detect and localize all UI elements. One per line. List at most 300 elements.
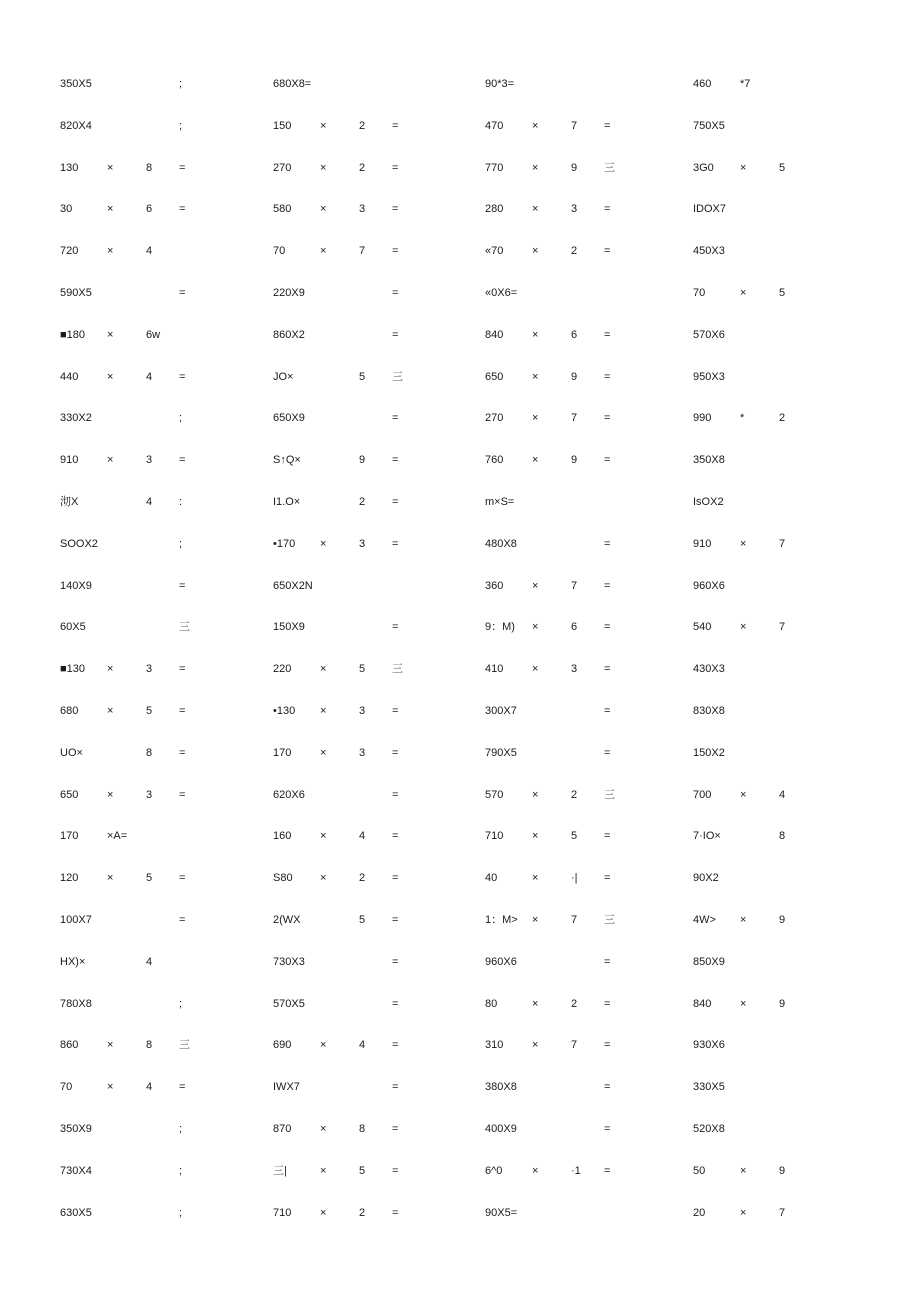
problem-equals: =: [392, 412, 399, 425]
problem-equals: ;: [179, 1206, 183, 1219]
problem-operand: 520X8: [693, 1123, 725, 1135]
problem-cell: [693, 283, 908, 303]
problem-operand: 6^0: [485, 1164, 503, 1177]
problem-row: [0, 868, 920, 888]
problem-multiplier: 9: [779, 1164, 786, 1177]
problem-cell: [60, 994, 275, 1014]
problem-multiplier: 5: [359, 663, 366, 676]
problem-cell: [60, 576, 275, 596]
problem-cell: [273, 1077, 488, 1097]
problem-equals: =: [604, 955, 611, 968]
problem-operand: 280: [485, 203, 504, 216]
problem-cell: [273, 74, 488, 94]
problem-cell: [693, 158, 908, 178]
problem-operand: 220: [273, 663, 292, 676]
problem-multiplier: 5: [571, 830, 578, 843]
problem-operand: 90X2: [693, 872, 719, 885]
problem-equals: =: [179, 579, 186, 592]
problem-cell: [693, 1077, 908, 1097]
problem-equals: =: [392, 496, 399, 508]
problem-multiplier: 6: [571, 328, 578, 341]
problem-cell: [485, 241, 700, 261]
problem-multiplier: 7: [571, 1039, 578, 1052]
problem-equals: =: [392, 1206, 399, 1219]
problem-cell: [693, 743, 908, 763]
problem-equals: 三: [604, 788, 615, 801]
problem-multiplier: 7: [779, 621, 786, 634]
problem-multiplier: 6w: [146, 328, 161, 341]
problem-operator: ×: [740, 997, 747, 1010]
problem-equals: =: [392, 161, 399, 174]
problem-operand: 140X9: [60, 579, 92, 592]
problem-operand: 650: [60, 788, 79, 801]
problem-equals: =: [392, 830, 399, 843]
problem-equals: =: [604, 872, 611, 885]
problem-cell: [693, 116, 908, 136]
problem-cell: [60, 450, 275, 470]
problem-operand: 720: [60, 245, 79, 258]
problem-operator: ×: [107, 370, 114, 383]
problem-row: [0, 492, 920, 512]
problem-operand: 790X5: [485, 746, 517, 759]
problem-equals: ;: [179, 78, 183, 90]
problem-operand: 300X7: [485, 705, 517, 717]
problem-multiplier: 2: [359, 1206, 366, 1219]
problem-operand: 3G0: [693, 161, 714, 174]
problem-multiplier: 2: [359, 119, 366, 132]
problem-multiplier: 4: [359, 1039, 366, 1052]
problem-cell: [485, 74, 700, 94]
problem-operand: «70: [485, 245, 504, 258]
problem-multiplier: 3: [359, 203, 366, 216]
problem-operator: ×: [320, 746, 327, 759]
problem-cell: [485, 367, 700, 387]
problem-multiplier: 9: [571, 454, 578, 467]
problem-equals: =: [392, 1123, 399, 1135]
problem-row: [0, 576, 920, 596]
problem-operand: 470: [485, 119, 504, 132]
problem-row: [0, 534, 920, 554]
problem-equals: 三: [392, 370, 403, 383]
problem-operator: ×: [532, 788, 539, 801]
problem-equals: =: [392, 203, 399, 216]
problem-multiplier: 3: [571, 663, 578, 676]
problem-operator: ×: [320, 1164, 327, 1177]
problem-operand: 930X6: [693, 1039, 725, 1052]
problem-equals: =: [392, 788, 399, 801]
problem-equals: =: [179, 705, 186, 717]
problem-operator: ×: [740, 914, 747, 926]
problem-operand: «0X6=: [485, 287, 518, 299]
problem-cell: [273, 868, 488, 888]
problem-equals: =: [392, 705, 399, 717]
problem-cell: [60, 408, 275, 428]
problem-equals: =: [392, 621, 399, 634]
problem-operand: 630X5: [60, 1206, 92, 1219]
problem-equals: =: [604, 1039, 611, 1052]
problem-row: [0, 659, 920, 679]
problem-operand: 650: [485, 370, 504, 383]
problem-cell: [273, 408, 488, 428]
problem-multiplier: 4: [146, 1081, 153, 1094]
problem-row: [0, 743, 920, 763]
problem-operator: ×A=: [107, 830, 128, 843]
problem-operator: ×: [532, 579, 539, 592]
problem-operator: ×: [532, 914, 539, 926]
problem-equals: =: [604, 1081, 611, 1094]
problem-equals: 三: [604, 914, 615, 926]
problem-cell: [693, 868, 908, 888]
problem-operand: 570X6: [693, 328, 725, 341]
problem-cell: [60, 283, 275, 303]
problem-cell: [60, 659, 275, 679]
problem-cell: [60, 785, 275, 805]
problem-operand: 150: [273, 119, 292, 132]
problem-operand: 350X5: [60, 78, 92, 90]
problem-operand: 170: [273, 746, 292, 759]
problem-operand: 570: [485, 788, 504, 801]
problem-multiplier: 7: [779, 1206, 786, 1219]
problem-cell: [60, 826, 275, 846]
problem-cell: [485, 158, 700, 178]
problem-operator: ×: [320, 245, 327, 258]
problem-multiplier: 8: [779, 830, 786, 843]
problem-operand: 150X9: [273, 621, 305, 634]
problem-multiplier: 5: [146, 705, 153, 717]
problem-row: [0, 408, 920, 428]
problem-operand: 90X5=: [485, 1206, 518, 1219]
problem-cell: [485, 617, 700, 637]
problem-operator: ×: [107, 245, 114, 258]
problem-row: [0, 199, 920, 219]
problem-operand: SOOX2: [60, 537, 98, 550]
problem-operand: 70: [273, 245, 286, 258]
problem-operator: ×: [532, 119, 539, 132]
problem-row: [0, 1161, 920, 1181]
problem-multiplier: 5: [359, 1164, 366, 1177]
problem-operand: 40: [485, 872, 498, 885]
problem-operator: ×: [107, 1081, 114, 1094]
problem-operand: 三|: [273, 1164, 287, 1177]
problem-equals: 三: [179, 1039, 190, 1052]
problem-row: [0, 450, 920, 470]
problem-operand: 150X2: [693, 746, 725, 759]
problem-cell: [485, 910, 700, 930]
problem-cell: [273, 158, 488, 178]
problem-cell: [693, 367, 908, 387]
problem-operand: 830X8: [693, 705, 725, 717]
problem-cell: [693, 241, 908, 261]
problem-row: [0, 1203, 920, 1223]
problem-cell: [273, 116, 488, 136]
problem-cell: [693, 952, 908, 972]
problem-multiplier: 4: [146, 245, 153, 258]
problem-operator: ×: [320, 1123, 327, 1135]
problem-equals: =: [392, 914, 399, 926]
problem-cell: [60, 74, 275, 94]
problem-operator: ×: [532, 830, 539, 843]
problem-operand: 650X9: [273, 412, 305, 425]
problem-operand: 680: [60, 705, 79, 717]
problem-operand: 90*3=: [485, 78, 515, 90]
problem-multiplier: 9: [359, 454, 366, 467]
problem-operator: ×: [320, 537, 327, 550]
problem-operator: ×: [532, 328, 539, 341]
problem-operand: 750X5: [693, 119, 725, 132]
problem-equals: =: [392, 454, 399, 467]
problem-cell: [485, 116, 700, 136]
problem-operand: ■130: [60, 663, 85, 676]
problem-operand: 990: [693, 412, 712, 425]
problem-operand: 9：M): [485, 621, 515, 634]
problem-cell: [485, 492, 700, 512]
problem-operand: 7·IO×: [693, 830, 721, 843]
problem-cell: [60, 492, 275, 512]
problem-cell: [485, 1077, 700, 1097]
problem-operand: 170: [60, 830, 79, 843]
problem-cell: [485, 325, 700, 345]
problem-cell: [693, 1161, 908, 1181]
problem-operand: S80: [273, 872, 293, 885]
problem-cell: [60, 701, 275, 721]
problem-equals: =: [604, 663, 611, 676]
problem-cell: [485, 576, 700, 596]
problem-operand: 160: [273, 830, 292, 843]
problem-equals: =: [392, 1081, 399, 1094]
problem-cell: [60, 743, 275, 763]
problem-multiplier: 5: [359, 914, 366, 926]
problem-cell: [273, 1035, 488, 1055]
problem-operator: ×: [107, 663, 114, 676]
problem-equals: =: [604, 579, 611, 592]
problem-equals: =: [604, 621, 611, 634]
problem-operand: 130: [60, 161, 79, 174]
problem-cell: [693, 617, 908, 637]
problem-operand: 460: [693, 78, 712, 90]
problem-equals: ;: [179, 1123, 183, 1135]
problem-operand: 780X8: [60, 997, 92, 1010]
problem-operand: JO×: [273, 370, 294, 383]
problem-operator: ×: [532, 872, 539, 885]
problem-operand: 480X8: [485, 537, 517, 550]
problem-operator: ×: [320, 705, 327, 717]
problem-operand: S↑Q×: [273, 454, 301, 467]
problem-row: [0, 910, 920, 930]
problem-equals: =: [392, 1039, 399, 1052]
problem-operand: IDOX7: [693, 203, 727, 216]
problem-multiplier: 3: [359, 746, 366, 759]
problem-cell: [485, 701, 700, 721]
problem-equals: =: [604, 1123, 611, 1135]
problem-equals: =: [179, 370, 186, 383]
problem-cell: [60, 158, 275, 178]
problem-operand: 650X2N: [273, 579, 313, 592]
problem-operator: ×: [532, 203, 539, 216]
problem-operand: •130: [273, 705, 296, 717]
problem-equals: =: [392, 1164, 399, 1177]
problem-multiplier: 8: [146, 1039, 153, 1052]
problem-operator: ×: [107, 788, 114, 801]
problem-cell: [485, 1035, 700, 1055]
problem-operator: ×: [532, 161, 539, 174]
problem-cell: [485, 534, 700, 554]
problem-operator: ×: [320, 161, 327, 174]
problem-multiplier: 8: [359, 1123, 366, 1135]
problem-cell: [273, 785, 488, 805]
problem-equals: =: [604, 412, 611, 425]
problem-operand: 700: [693, 788, 712, 801]
problem-cell: [693, 910, 908, 930]
problem-equals: :: [179, 496, 183, 508]
problem-cell: [693, 492, 908, 512]
problem-operator: ×: [107, 872, 114, 885]
problem-equals: =: [392, 872, 399, 885]
problem-multiplier: 9: [571, 370, 578, 383]
problem-cell: [273, 1203, 488, 1223]
problem-operand: 4W>: [693, 914, 716, 926]
problem-equals: 三: [604, 161, 615, 174]
problem-operand: IsOX2: [693, 496, 724, 508]
problem-operator: ×: [320, 830, 327, 843]
problem-operand: 380X8: [485, 1081, 517, 1094]
problem-operand: 70: [60, 1081, 73, 1094]
problem-operand: 710: [485, 830, 504, 843]
problem-cell: [485, 868, 700, 888]
problem-cell: [485, 826, 700, 846]
problem-multiplier: 9: [779, 914, 786, 926]
problem-equals: ;: [179, 119, 183, 132]
problem-equals: =: [392, 746, 399, 759]
problem-operator: ×: [320, 119, 327, 132]
problem-multiplier: ·1: [571, 1164, 581, 1177]
problem-cell: [693, 576, 908, 596]
problem-equals: =: [392, 287, 399, 299]
problem-operand: 80: [485, 997, 498, 1010]
problem-equals: =: [604, 746, 611, 759]
problem-cell: [60, 1119, 275, 1139]
problem-equals: ;: [179, 537, 183, 550]
problem-operand: 860X2: [273, 328, 305, 341]
problem-equals: =: [179, 914, 186, 926]
problem-operand: 840: [485, 328, 504, 341]
problem-cell: [485, 1203, 700, 1223]
problem-multiplier: 4: [779, 788, 786, 801]
problem-row: [0, 158, 920, 178]
problem-operator: ×: [532, 370, 539, 383]
problem-equals: =: [179, 1081, 186, 1094]
problem-row: [0, 701, 920, 721]
problem-cell: [273, 910, 488, 930]
problem-multiplier: 4: [146, 496, 153, 508]
problem-row: [0, 241, 920, 261]
problem-operand: 30: [60, 203, 73, 216]
problem-cell: [693, 701, 908, 721]
problem-operator: ×: [532, 997, 539, 1010]
problem-operand: 770: [485, 161, 504, 174]
problem-cell: [485, 450, 700, 470]
problem-operator: ×: [532, 245, 539, 258]
problem-operand: 270: [485, 412, 504, 425]
problem-multiplier: 8: [146, 746, 153, 759]
problem-operand: 840: [693, 997, 712, 1010]
problem-multiplier: 3: [571, 203, 578, 216]
problem-cell: [693, 1203, 908, 1223]
problem-operator: ×: [320, 1039, 327, 1052]
problem-cell: [273, 241, 488, 261]
problem-operand: 910: [60, 454, 79, 467]
problem-cell: [693, 325, 908, 345]
problem-multiplier: 2: [571, 788, 578, 801]
problem-cell: [273, 994, 488, 1014]
problem-cell: [693, 534, 908, 554]
problem-operator: ×: [532, 1039, 539, 1052]
problem-cell: [273, 492, 488, 512]
problem-multiplier: 7: [571, 119, 578, 132]
problem-cell: [693, 659, 908, 679]
problem-multiplier: 7: [359, 245, 366, 258]
problem-cell: [273, 1161, 488, 1181]
problem-operand: 440: [60, 370, 79, 383]
problem-operand: IWX7: [273, 1081, 300, 1094]
problem-operand: UO×: [60, 746, 83, 759]
problem-equals: ;: [179, 997, 183, 1010]
problem-operand: 50: [693, 1164, 706, 1177]
problem-multiplier: 6: [571, 621, 578, 634]
problem-operand: 540: [693, 621, 712, 634]
problem-operand: I1.O×: [273, 496, 301, 508]
problem-operand: 850X9: [693, 955, 725, 968]
problem-cell: [273, 534, 488, 554]
problem-operand: 680X8=: [273, 78, 312, 90]
problem-multiplier: 2: [779, 412, 786, 425]
problem-multiplier: 3: [146, 454, 153, 467]
problem-cell: [693, 785, 908, 805]
problem-operand: ■180: [60, 328, 85, 341]
problem-operand: 330X5: [693, 1081, 725, 1094]
problem-cell: [273, 283, 488, 303]
problem-operand: 590X5: [60, 287, 92, 299]
problem-operator: ×: [107, 203, 114, 216]
problem-equals: =: [392, 119, 399, 132]
problem-operator: *7: [740, 78, 751, 90]
problem-cell: [693, 1119, 908, 1139]
problem-cell: [60, 1077, 275, 1097]
problem-operand: 730X4: [60, 1164, 92, 1177]
problem-row: [0, 1077, 920, 1097]
problem-operator: ×: [320, 872, 327, 885]
problem-multiplier: 9: [779, 997, 786, 1010]
problem-cell: [485, 659, 700, 679]
problem-equals: =: [392, 328, 399, 341]
problem-cell: [60, 1203, 275, 1223]
problem-operand: 70: [693, 287, 706, 299]
problem-row: [0, 116, 920, 136]
problem-operand: 1：M>: [485, 914, 518, 926]
problem-equals: =: [179, 746, 186, 759]
problem-cell: [273, 659, 488, 679]
problem-multiplier: 3: [359, 537, 366, 550]
problem-operator: ×: [532, 1164, 539, 1177]
problem-multiplier: 7: [571, 579, 578, 592]
problem-equals: =: [179, 203, 186, 216]
problem-operand: 620X6: [273, 788, 305, 801]
problem-cell: [485, 785, 700, 805]
problem-operand: 710: [273, 1206, 292, 1219]
problem-cell: [485, 199, 700, 219]
problem-operand: •170: [273, 537, 296, 550]
problem-row: [0, 952, 920, 972]
problem-row: [0, 826, 920, 846]
